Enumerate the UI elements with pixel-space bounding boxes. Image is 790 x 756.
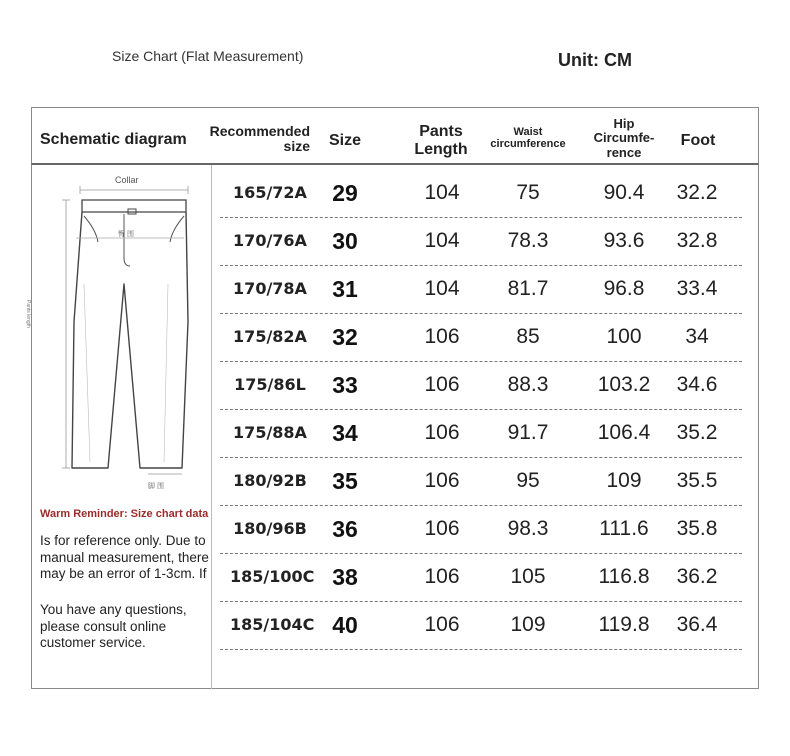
pants-length-cell: 106 <box>424 469 460 492</box>
header-hip-line2: Circumfe- <box>593 130 655 146</box>
recommended-size-cell: 185/104C <box>230 615 315 634</box>
unit-label: Unit: CM <box>558 50 632 70</box>
foot-cell: 34.6 <box>676 373 718 396</box>
hip-cell: 119.8 <box>598 613 650 636</box>
pants-length-label: Pants length <box>25 300 31 328</box>
header-foot: Foot <box>680 132 716 149</box>
table-row <box>220 458 742 506</box>
waist-cell: 95 <box>516 469 540 492</box>
table-row <box>220 506 742 554</box>
pants-diagram <box>44 172 204 497</box>
foot-cell: 32.2 <box>676 181 718 204</box>
recommended-size-cell: 175/86L <box>234 375 306 394</box>
header-recommended-size <box>198 124 310 155</box>
foot-cell: 36.4 <box>676 613 718 636</box>
foot-cell: 33.4 <box>676 277 718 300</box>
header-hip-line3: rence <box>606 144 642 160</box>
pants-length-cell: 106 <box>424 325 460 348</box>
recommended-size-cell: 165/72A <box>233 183 307 202</box>
hip-cell: 100 <box>606 325 642 348</box>
recommended-size-cell: 185/100C <box>230 567 315 586</box>
size-cell: 40 <box>332 612 358 638</box>
recommended-size-cell: 170/78A <box>233 279 307 298</box>
table-row <box>220 266 742 314</box>
table-row <box>220 170 742 218</box>
table-row <box>220 554 742 602</box>
recommended-size-cell: 170/76A <box>233 231 307 250</box>
row-divider <box>220 649 742 650</box>
header-schematic: Schematic diagram <box>40 131 187 148</box>
pants-length-cell: 104 <box>424 229 460 252</box>
waist-cell: 85 <box>516 325 540 348</box>
size-cell: 35 <box>332 468 358 494</box>
recommended-size-cell: 180/92B <box>233 471 307 490</box>
table-row <box>220 410 742 458</box>
hip-cell: 106.4 <box>597 421 651 444</box>
table-row <box>220 218 742 266</box>
header-recommended-line1: Recommended <box>209 123 310 139</box>
hip-label: 臀 围 <box>118 231 134 238</box>
foot-cell: 34 <box>685 325 709 348</box>
size-cell: 31 <box>332 276 358 302</box>
table-row <box>220 314 742 362</box>
header-waist-line2: circumference <box>490 138 566 151</box>
size-cell: 29 <box>332 180 358 206</box>
hip-cell: 111.6 <box>599 517 649 540</box>
foot-cell: 35.5 <box>676 469 718 492</box>
header-hip-line1: Hip <box>613 116 635 131</box>
pants-length-cell: 106 <box>424 517 460 540</box>
hip-cell: 116.8 <box>598 565 650 588</box>
pants-length-cell: 106 <box>424 613 460 636</box>
hip-cell: 103.2 <box>597 373 651 396</box>
warm-reminder-title: Warm Reminder: Size chart data <box>40 508 209 520</box>
header-hip <box>572 117 676 160</box>
header-waist-line1: Waist <box>513 126 543 138</box>
table-row <box>220 362 742 410</box>
reminder-text-1: Is for reference only. Due to manual measurement, there may be an error of 1-3cm. If <box>40 533 209 581</box>
size-cell: 36 <box>332 516 358 542</box>
foot-cell: 35.2 <box>676 421 718 444</box>
size-cell: 30 <box>332 228 358 254</box>
waist-cell: 98.3 <box>507 517 549 540</box>
pants-length-cell: 106 <box>424 421 460 444</box>
table-row <box>220 602 742 650</box>
pants-length-cell: 104 <box>424 277 460 300</box>
foot-cell: 32.8 <box>676 229 718 252</box>
pants-length-cell: 106 <box>424 373 460 396</box>
collar-label: Collar <box>115 175 139 185</box>
size-cell: 33 <box>332 372 358 398</box>
pants-length-cell: 106 <box>424 565 460 588</box>
pants-length-cell: 104 <box>424 181 460 204</box>
waist-cell: 81.7 <box>507 277 549 300</box>
waist-cell: 88.3 <box>507 373 549 396</box>
waist-cell: 91.7 <box>507 421 549 444</box>
header-size: Size <box>329 132 362 149</box>
size-cell: 34 <box>332 420 358 446</box>
size-cell: 38 <box>332 564 358 590</box>
waist-cell: 105 <box>510 565 546 588</box>
waist-cell: 75 <box>516 181 540 204</box>
recommended-size-cell: 180/96B <box>233 519 307 538</box>
waist-cell: 78.3 <box>507 229 549 252</box>
foot-cell: 35.8 <box>676 517 718 540</box>
hip-cell: 96.8 <box>603 277 645 300</box>
header-pants-line1: Pants <box>419 123 463 140</box>
waist-cell: 109 <box>510 613 546 636</box>
header-pants-length <box>405 123 477 158</box>
foot-label: 脚 围 <box>148 483 164 490</box>
hip-cell: 93.6 <box>603 229 645 252</box>
recommended-size-cell: 175/88A <box>233 423 307 442</box>
foot-cell: 36.2 <box>676 565 718 588</box>
size-cell: 32 <box>332 324 358 350</box>
header-pants-line2: Length <box>414 140 468 158</box>
reminder-text-2: You have any questions, please consult online customer service. <box>40 602 187 650</box>
hip-cell: 90.4 <box>603 181 645 204</box>
hip-cell: 109 <box>606 469 642 492</box>
recommended-size-cell: 175/82A <box>233 327 307 346</box>
header-recommended-line2: size <box>283 138 310 155</box>
chart-title: Size Chart (Flat Measurement) <box>112 48 304 64</box>
header-waist <box>486 126 570 150</box>
